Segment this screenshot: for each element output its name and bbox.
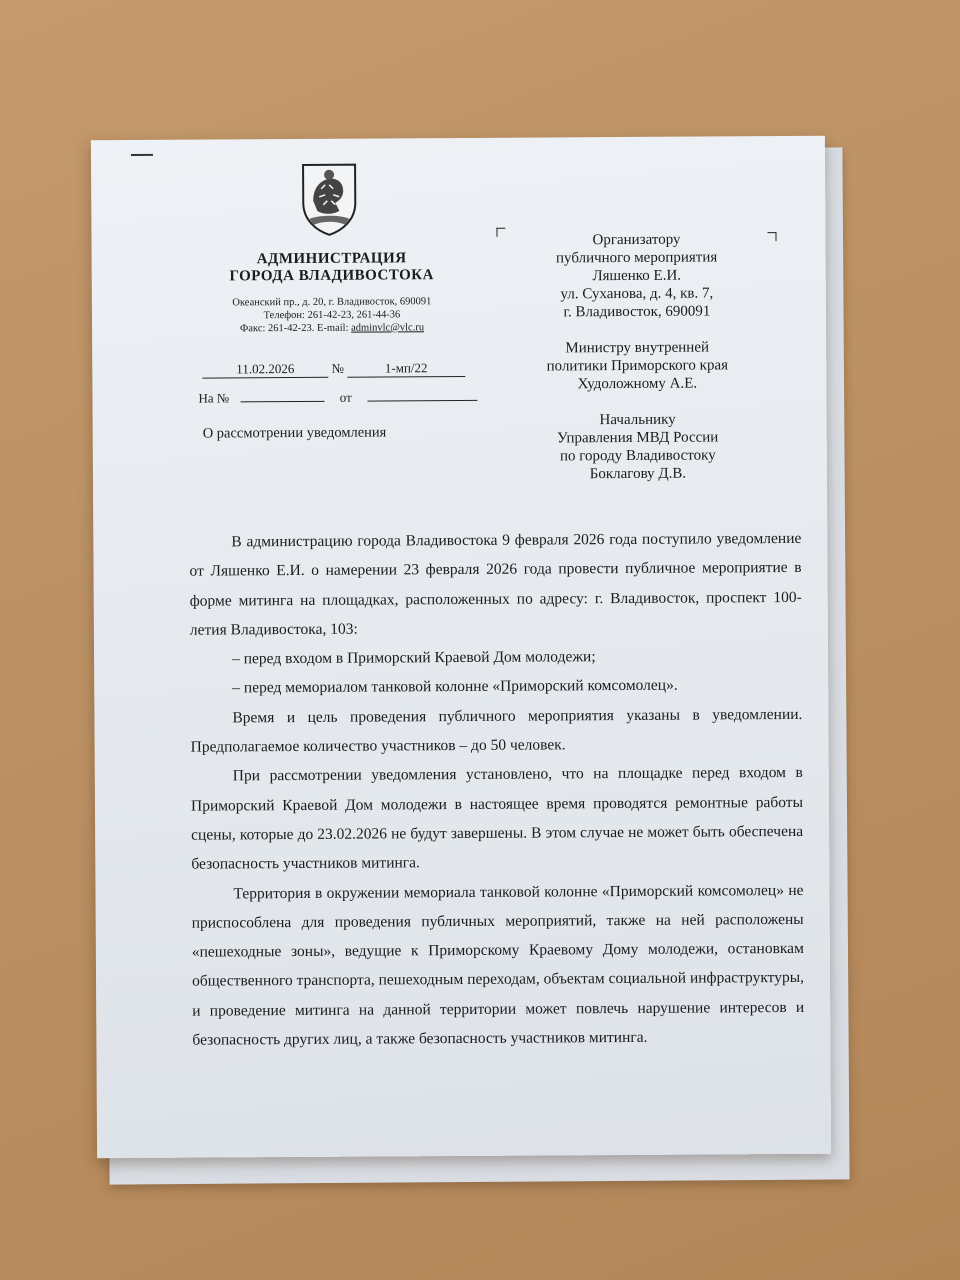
recipient-line: Боклагову Д.В. — [589, 465, 687, 483]
recipient-line: публичного мероприятия — [555, 249, 718, 267]
reference-date-blank — [367, 386, 477, 402]
address-corner-mark-left — [496, 228, 505, 237]
body-bullet-2: – перед мемориалом танковой колонне «Приморский комсомолец». — [232, 677, 678, 697]
org-fax: Факс: 261-42-23. E-mail: — [239, 322, 352, 335]
address-corner-mark-right — [767, 232, 776, 241]
recipient-line: Худоложному А.Е. — [577, 375, 698, 393]
letter-subject: О рассмотрении уведомления — [202, 424, 387, 442]
body-paragraph-2: Время и цель проведения публичного мероприятия указаны в уведомлении. Предполагаемое количество участников – до 50 человек. — [190, 705, 803, 756]
letter-body — [189, 524, 804, 1055]
recipient-line: Министру внутренней — [565, 339, 710, 357]
recipient-minister — [512, 338, 762, 394]
registration-number: 1-мп/22 — [347, 360, 465, 378]
recipient-line: Управления МВД России — [557, 429, 719, 447]
recipients-block — [511, 230, 763, 502]
fold-mark — [131, 154, 153, 156]
body-paragraph-4: Территория в окружении мемориала танковой колонне «Приморский комсомолец» не приспособлена для проведения публичных мероприятий, также на ней расположены «пешеходные зоны», ведущие к Приморскому Краевому Дому молодежи, остановкам общественного транспорта, пешеходным переходам, объектам социальной инфраструктуры, и проведение митинга на данной территории может повлечь нарушение интересов и безопасность других лиц, а также безопасность участников митинга. — [191, 881, 805, 1049]
body-paragraph-1: В администрацию города Владивостока 9 февраля 2026 года поступило уведомление от Ляшенко Е.И. о намерении 23 февраля 2026 года провести публичное мероприятие в форме митинга на площадках, расположенных по адресу: г. Владивосток, проспект 100-летия Владивостока, 103: — [189, 529, 802, 639]
recipient-line: Организатору — [592, 231, 681, 249]
body-paragraph-3: При рассмотрении уведомления установлено, что на площадке перед входом в Приморский Краевой Дом молодежи в настоящее время проводятся ремонтные работы сцены, которые до 23.02.2026 не будут завершены. В этом случае не может быть обеспечена безопасность участников митинга. — [190, 764, 804, 873]
reference-from-label: от — [339, 389, 352, 405]
recipient-line: г. Владивосток, 690091 — [563, 303, 711, 321]
org-name-line1: АДМИНИСТРАЦИЯ — [256, 250, 407, 268]
recipient-line: Начальнику — [599, 411, 676, 429]
recipient-organizer — [511, 230, 762, 322]
document-sheet — [91, 136, 831, 1158]
recipient-police-chief — [513, 410, 763, 484]
org-phone: Телефон: 261-42-23, 261-44-36 — [263, 309, 401, 322]
org-address: Океанский пр., д. 20, г. Владивосток, 690091 — [232, 296, 432, 309]
organization-name — [212, 250, 452, 285]
recipient-line: по городу Владивостоку — [559, 447, 716, 465]
org-name-line2: ГОРОДА ВЛАДИВОСТОКА — [229, 267, 435, 285]
vladivostok-tiger-emblem-icon — [299, 161, 359, 237]
reference-number-blank — [240, 387, 324, 403]
reference-row — [198, 386, 477, 407]
recipient-line: Ляшенко Е.И. — [592, 267, 682, 285]
recipient-line: политики Приморского края — [546, 357, 729, 375]
recipient-line: ул. Суханова, д. 4, кв. 7, — [560, 285, 714, 303]
reference-number-label: На № — [198, 390, 230, 406]
org-fax-email — [192, 322, 472, 336]
body-bullet-1: – перед входом в Приморский Краевой Дом молодежи; — [232, 648, 596, 668]
registration-date: 11.02.2026 — [202, 361, 328, 379]
registration-number-label: № — [331, 360, 344, 376]
org-email-link[interactable]: adminvlc@vlc.ru — [351, 322, 425, 334]
registration-row — [202, 360, 465, 379]
